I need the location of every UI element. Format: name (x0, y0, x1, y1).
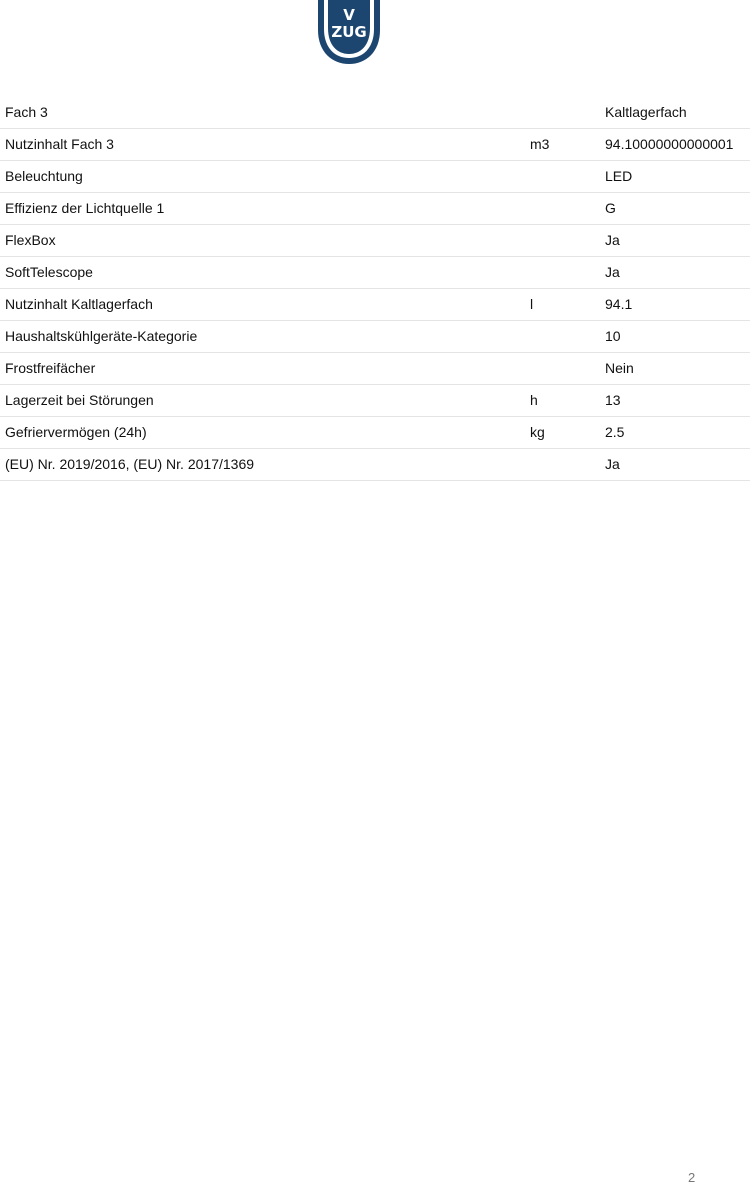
table-row (0, 385, 750, 417)
row-unit (530, 449, 605, 481)
table-row (0, 449, 750, 481)
row-value: Ja (605, 225, 750, 257)
row-value: Nein (605, 353, 750, 385)
row-unit: h (530, 385, 605, 417)
row-label: Effizienz der Lichtquelle 1 (0, 193, 530, 225)
row-label: Gefriervermögen (24h) (0, 417, 530, 449)
row-value: 94.1 (605, 289, 750, 321)
table-row (0, 257, 750, 289)
page-number: 2 (688, 1170, 696, 1185)
row-unit (530, 161, 605, 193)
row-value: 2.5 (605, 417, 750, 449)
row-unit (530, 321, 605, 353)
row-value: Kaltlagerfach (605, 97, 750, 129)
vzug-logo-icon (316, 0, 382, 66)
row-value: 94.10000000000001 (605, 129, 750, 161)
row-value: 10 (605, 321, 750, 353)
table-row (0, 289, 750, 321)
row-label: Beleuchtung (0, 161, 530, 193)
row-unit: kg (530, 417, 605, 449)
row-unit (530, 353, 605, 385)
row-value: LED (605, 161, 750, 193)
row-unit: m3 (530, 129, 605, 161)
table-row (0, 193, 750, 225)
row-unit (530, 97, 605, 129)
row-label: Lagerzeit bei Störungen (0, 385, 530, 417)
row-unit: l (530, 289, 605, 321)
spec-table (0, 97, 750, 481)
row-value: G (605, 193, 750, 225)
row-value: Ja (605, 449, 750, 481)
table-row (0, 161, 750, 193)
row-label: Haushaltskühlgeräte-Kategorie (0, 321, 530, 353)
table-row (0, 225, 750, 257)
table-row (0, 417, 750, 449)
table-row (0, 353, 750, 385)
logo-letter-v: V (343, 6, 355, 24)
row-label: FlexBox (0, 225, 530, 257)
row-label: Nutzinhalt Kaltlagerfach (0, 289, 530, 321)
row-label: Fach 3 (0, 97, 530, 129)
table-row (0, 97, 750, 129)
row-unit (530, 257, 605, 289)
row-unit (530, 225, 605, 257)
table-row (0, 129, 750, 161)
row-value: 13 (605, 385, 750, 417)
vzug-logo (316, 0, 382, 66)
row-value: Ja (605, 257, 750, 289)
table-row (0, 321, 750, 353)
row-label: (EU) Nr. 2019/2016, (EU) Nr. 2017/1369 (0, 449, 530, 481)
row-label: SoftTelescope (0, 257, 530, 289)
row-label: Nutzinhalt Fach 3 (0, 129, 530, 161)
row-unit (530, 193, 605, 225)
logo-letters-zug: ZUG (331, 23, 367, 41)
row-label: Frostfreifächer (0, 353, 530, 385)
